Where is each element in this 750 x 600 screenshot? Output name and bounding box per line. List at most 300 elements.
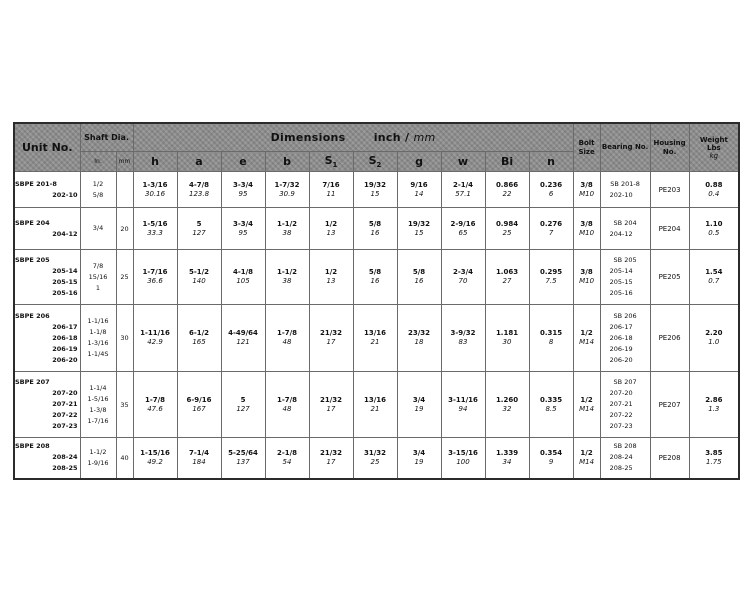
dim-w-cell [441, 372, 485, 438]
bearing-no-value: SB 207 [613, 378, 637, 386]
table-row [14, 250, 739, 305]
dim-a-mm: 127 [192, 228, 206, 237]
dim-b-mm: 30.9 [279, 189, 295, 198]
dim-s1-inch: 1/2 [324, 219, 338, 228]
dim-e-mm: 121 [236, 338, 250, 346]
dim-e-cell [221, 208, 265, 250]
dim-s2-inch: 13/16 [363, 329, 387, 337]
dim-a-mm: 123.8 [188, 189, 210, 198]
bearing-no-cell [600, 372, 650, 438]
dim-e-cell [221, 372, 265, 438]
unit-variant: 205-16 [52, 289, 78, 297]
shaft-inch-value: 1-1/4 [89, 383, 107, 392]
table-row [14, 208, 739, 250]
dim-h-inch: 1-7/16 [142, 268, 168, 276]
unit-variant: 202-10 [52, 190, 78, 199]
dim-h-inch: 1-3/16 [142, 180, 168, 189]
weight-cell [689, 250, 739, 305]
dim-n-cell [529, 305, 573, 372]
dim-s1-inch: 7/16 [322, 180, 340, 189]
dim-b-cell [265, 172, 309, 208]
dim-s1-mm: 11 [326, 189, 336, 198]
dim-s2-inch: 19/32 [363, 180, 387, 189]
dim-s2-mm: 16 [370, 277, 380, 285]
unit-no-cell [14, 250, 80, 305]
weight-cell [689, 305, 739, 372]
spec-table-body [14, 172, 739, 479]
shaft-inch-value: 1 [95, 283, 101, 292]
dim-e-inch: 4-1/8 [232, 268, 254, 276]
unit-variant: 208-24 [52, 453, 78, 462]
dim-g-inch: 19/32 [407, 219, 431, 228]
dim-w-cell [441, 305, 485, 372]
dim-bi-mm: 27 [502, 277, 512, 285]
dim-g-inch: 5/8 [412, 268, 426, 276]
dim-w-cell [441, 438, 485, 479]
shaft-inch-cell [80, 250, 116, 305]
dim-bi-cell [485, 250, 529, 305]
unit-no-cell [14, 305, 80, 372]
bearing-no-cell [600, 305, 650, 372]
bolt-metric: M14 [579, 457, 595, 466]
shaft-mm-cell: 25 [116, 250, 133, 305]
dim-h-mm: 30.16 [144, 189, 166, 198]
bearing-no-value: SB 204 [613, 218, 637, 227]
dim-n-cell [529, 208, 573, 250]
dim-bi-mm: 22 [502, 189, 512, 198]
col-h-header: h [133, 152, 177, 172]
dim-s2-mm: 16 [370, 228, 380, 237]
dimensions-title: Dimensions [270, 131, 346, 144]
shaft-inch-value: 1-9/16 [87, 458, 109, 467]
dim-e-inch: 5 [240, 395, 246, 404]
dim-g-mm: 19 [414, 404, 424, 413]
bolt-inch: 1/2 [580, 395, 593, 404]
pillow-block-spec-table [13, 122, 740, 480]
dim-s1-mm: 17 [326, 404, 336, 413]
weight-cell [689, 372, 739, 438]
dim-h-mm: 49.2 [147, 457, 163, 466]
bolt-size-cell [573, 208, 600, 250]
weight-lbs-value: 0.88 [705, 180, 723, 189]
col-g-header: g [397, 152, 441, 172]
dim-h-mm: 33.3 [147, 228, 163, 237]
dim-g-cell [397, 438, 441, 479]
bearing-no-value: 208-24 [609, 453, 633, 462]
shaft-inch-cell [80, 438, 116, 479]
dim-h-cell [133, 208, 177, 250]
dim-bi-cell [485, 305, 529, 372]
dim-h-cell [133, 372, 177, 438]
dim-g-mm: 14 [414, 189, 424, 198]
dimensions-units-mm: mm [413, 131, 436, 144]
bearing-no-value: 206-18 [609, 333, 633, 342]
bolt-metric: M14 [579, 338, 595, 346]
housing-no-cell: PE204 [650, 208, 689, 250]
housing-no-cell: PE206 [650, 305, 689, 372]
dim-bi-inch: 1.063 [495, 268, 519, 276]
dim-b-inch: 1-7/32 [274, 180, 300, 189]
dim-s2-cell [353, 250, 397, 305]
dim-bi-mm: 32 [502, 404, 512, 413]
dim-s2-cell [353, 372, 397, 438]
shaft-mm-cell: 30 [116, 305, 133, 372]
dim-n-mm: 8.5 [545, 404, 557, 413]
dim-g-mm: 16 [414, 277, 424, 285]
dim-a-mm: 165 [192, 338, 206, 346]
weight-lbs-value: 1.10 [705, 219, 723, 228]
dim-s2-mm: 21 [370, 404, 380, 413]
weight-kg-value: 1.0 [708, 338, 720, 346]
weight-kg-unit: kg [709, 151, 719, 160]
dim-h-inch: 1-11/16 [140, 329, 170, 337]
bolt-size-cell [573, 250, 600, 305]
dim-h-inch: 1-7/8 [144, 395, 166, 404]
dim-e-inch: 5-25/64 [228, 448, 258, 457]
dim-bi-cell [485, 372, 529, 438]
bolt-size-header: Bolt Size [573, 123, 600, 172]
dim-h-mm: 42.9 [147, 338, 163, 346]
unit-variant: 204-12 [52, 229, 78, 238]
dim-e-mm: 105 [236, 277, 250, 285]
dim-bi-inch: 1.339 [495, 448, 519, 457]
dim-bi-inch: 0.866 [495, 180, 519, 189]
dim-bi-cell [485, 208, 529, 250]
bearing-no-value: 206-17 [609, 322, 633, 331]
dim-g-cell [397, 250, 441, 305]
dim-n-inch: 0.276 [539, 219, 563, 228]
dim-a-inch: 5-1/2 [188, 268, 210, 276]
shaft-inch-cell [80, 172, 116, 208]
dim-n-mm: 8 [548, 338, 554, 346]
dim-w-inch: 3-15/16 [448, 448, 478, 457]
bearing-no-value: 205-15 [609, 278, 633, 286]
dim-w-mm: 65 [458, 228, 468, 237]
dim-w-inch: 2-9/16 [450, 219, 476, 228]
dim-a-cell [177, 172, 221, 208]
shaft-inch-value: 1-7/16 [87, 416, 109, 425]
dim-h-mm: 36.6 [147, 277, 163, 285]
dim-g-cell [397, 208, 441, 250]
shaft-mm-cell: 40 [116, 438, 133, 479]
dim-g-cell [397, 172, 441, 208]
bolt-inch: 1/2 [580, 329, 593, 337]
dim-s2-inch: 13/16 [363, 395, 387, 404]
dim-n-mm: 7 [548, 228, 554, 237]
dim-b-mm: 48 [282, 404, 292, 413]
dim-n-inch: 0.335 [539, 395, 563, 404]
dim-s1-inch: 21/32 [319, 448, 343, 457]
dim-a-cell [177, 305, 221, 372]
bearing-no-value: SB 208 [613, 442, 637, 451]
dim-s1-mm: 13 [326, 228, 336, 237]
unit-no-cell [14, 438, 80, 479]
dim-e-inch: 3-3/4 [232, 180, 254, 189]
dim-g-cell [397, 305, 441, 372]
unit-no-cell [14, 208, 80, 250]
bolt-inch: 3/8 [580, 219, 593, 228]
weight-lbs-value: 2.20 [705, 329, 723, 337]
dim-a-inch: 6-9/16 [186, 395, 212, 404]
dim-n-mm: 6 [548, 189, 554, 198]
bearing-no-value: 205-16 [609, 289, 633, 297]
dim-s2-cell [353, 305, 397, 372]
dim-b-cell [265, 372, 309, 438]
weight-title: Weight [699, 135, 728, 144]
dim-a-inch: 4-7/8 [188, 180, 210, 189]
unit-variant: 208-25 [52, 464, 78, 473]
dim-w-mm: 57.1 [455, 189, 471, 198]
housing-no-cell: PE208 [650, 438, 689, 479]
dim-b-mm: 48 [282, 338, 292, 346]
shaft-inch-cell [80, 208, 116, 250]
unit-no-cell [14, 172, 80, 208]
dim-a-mm: 140 [192, 277, 206, 285]
dim-g-mm: 18 [414, 338, 424, 346]
dim-g-inch: 9/16 [410, 180, 428, 189]
bearing-no-cell [600, 208, 650, 250]
shaft-inch-value: 1-1/8 [89, 328, 107, 336]
dim-n-cell [529, 250, 573, 305]
shaft-dia-header: Shaft Dia. [80, 123, 133, 152]
dim-h-inch: 1-5/16 [142, 219, 168, 228]
dim-s2-mm: 15 [370, 189, 380, 198]
dim-a-cell [177, 250, 221, 305]
dim-s1-mm: 17 [326, 338, 336, 346]
dim-n-mm: 9 [548, 457, 554, 466]
dim-s1-inch: 1/2 [324, 268, 338, 276]
unit-model: SBPE 207 [15, 378, 50, 386]
weight-lbs-value: 2.86 [705, 395, 723, 404]
dim-a-mm: 167 [192, 404, 206, 413]
col-s1-header: $S_1$ [309, 152, 353, 172]
dim-w-cell [441, 250, 485, 305]
dim-h-mm: 47.6 [147, 404, 163, 413]
bolt-size-cell [573, 438, 600, 479]
bearing-no-value: 204-12 [609, 229, 633, 238]
dim-bi-mm: 25 [502, 228, 512, 237]
col-e-header: e [221, 152, 265, 172]
dim-a-inch: 7-1/4 [188, 448, 210, 457]
shaft-inch-value: 15/16 [88, 272, 108, 281]
dim-a-inch: 5 [196, 219, 202, 228]
dim-s1-cell [309, 208, 353, 250]
dim-s1-inch: 21/32 [319, 395, 343, 404]
dim-n-inch: 0.236 [539, 180, 563, 189]
shaft-inch-cell [80, 372, 116, 438]
dim-b-inch: 1-1/2 [276, 268, 298, 276]
bearing-no-value: 202-10 [609, 190, 633, 199]
bearing-no-value: SB 201-8 [610, 179, 640, 188]
shaft-mm-cell: 35 [116, 372, 133, 438]
dim-e-cell [221, 250, 265, 305]
shaft-inch-value: 1-3/16 [87, 339, 109, 347]
bearing-no-cell [600, 438, 650, 479]
dim-s1-mm: 13 [326, 277, 336, 285]
bearing-no-cell [600, 250, 650, 305]
dim-g-mm: 19 [414, 457, 424, 466]
bolt-metric: M14 [579, 404, 595, 413]
dim-g-mm: 15 [414, 228, 424, 237]
shaft-mm-cell: 20 [116, 208, 133, 250]
table-row [14, 372, 739, 438]
bolt-size-cell [573, 305, 600, 372]
unit-model: SBPE 204 [15, 218, 50, 227]
weight-kg-value: 1.75 [706, 457, 722, 466]
shaft-inch-value: 5/8 [92, 190, 104, 199]
dim-n-mm: 7.5 [545, 277, 557, 285]
dim-w-cell [441, 172, 485, 208]
weight-kg-value: 0.7 [708, 277, 720, 285]
dimensions-units-inch: inch / [373, 131, 410, 144]
weight-kg-value: 0.5 [708, 228, 720, 237]
dim-n-cell [529, 172, 573, 208]
weight-cell [689, 172, 739, 208]
dim-n-cell [529, 372, 573, 438]
shaft-inch-subheader: In. [80, 152, 116, 172]
bearing-no-value: SB 205 [613, 256, 637, 264]
weight-cell [689, 208, 739, 250]
unit-model: SBPE 201-8 [15, 179, 57, 188]
dimensions-units [374, 131, 436, 144]
shaft-inch-value: 3/4 [92, 224, 104, 232]
dim-w-inch: 3-11/16 [448, 395, 478, 404]
unit-variant: 207-20 [52, 389, 78, 397]
dim-s2-mm: 25 [370, 457, 380, 466]
dim-w-inch: 2-3/4 [452, 268, 474, 276]
bearing-no-header: Bearing No. [600, 123, 650, 172]
dim-bi-inch: 1.260 [495, 395, 519, 404]
dim-bi-mm: 30 [502, 338, 512, 346]
weight-lbs-value: 3.85 [705, 448, 723, 457]
bolt-metric: M10 [579, 228, 595, 237]
unit-variant: 206-18 [52, 333, 78, 342]
dim-w-mm: 70 [458, 277, 468, 285]
dim-g-inch: 23/32 [407, 329, 431, 337]
bolt-inch: 3/8 [580, 268, 593, 276]
shaft-inch-value: 1-5/16 [87, 394, 109, 403]
unit-model: SBPE 206 [15, 311, 50, 320]
unit-variant: 206-17 [52, 322, 78, 331]
dim-n-cell [529, 438, 573, 479]
bearing-no-value: 208-25 [609, 464, 633, 473]
dim-e-inch: 3-3/4 [232, 219, 254, 228]
dim-bi-cell [485, 172, 529, 208]
dim-g-inch: 3/4 [412, 448, 426, 457]
dim-s1-inch: 21/32 [319, 329, 343, 337]
weight-lbs-value: 1.54 [705, 268, 723, 276]
unit-no-header: Unit No. [14, 123, 80, 172]
dim-b-cell [265, 305, 309, 372]
dim-w-cell [441, 208, 485, 250]
shaft-inch-value: 1/2 [92, 179, 104, 188]
dim-h-inch: 1-15/16 [140, 448, 170, 457]
bolt-metric: M10 [579, 277, 595, 285]
dim-b-inch: 1-7/8 [276, 329, 298, 337]
dim-s1-cell [309, 305, 353, 372]
dim-e-cell [221, 305, 265, 372]
dim-a-inch: 6-1/2 [188, 329, 210, 337]
col-n-header: n [529, 152, 573, 172]
bolt-inch: 1/2 [580, 448, 593, 457]
spec-sheet [13, 122, 738, 480]
weight-kg-value: 1.3 [708, 404, 720, 413]
bearing-no-value: 205-14 [609, 267, 633, 275]
weight-header [689, 123, 739, 172]
shaft-inch-value: 1-3/8 [89, 405, 107, 414]
dim-s2-cell [353, 438, 397, 479]
bolt-metric: M10 [579, 189, 595, 198]
dim-e-mm: 95 [238, 189, 248, 198]
dim-bi-cell [485, 438, 529, 479]
dim-b-cell [265, 208, 309, 250]
dim-a-cell [177, 372, 221, 438]
bearing-no-value: 206-19 [609, 344, 633, 353]
bolt-inch: 3/8 [580, 180, 593, 189]
shaft-mm-cell [116, 172, 133, 208]
dim-s2-inch: 5/8 [368, 268, 382, 276]
unit-variant: 206-19 [52, 344, 78, 353]
dim-bi-inch: 1.181 [495, 329, 519, 337]
dim-b-mm: 38 [282, 228, 292, 237]
dim-e-cell [221, 172, 265, 208]
dim-b-cell [265, 250, 309, 305]
dim-h-cell [133, 438, 177, 479]
shaft-inch-value: 1-1/4S [87, 350, 109, 358]
dim-e-inch: 4-49/64 [228, 329, 258, 337]
housing-no-cell: PE203 [650, 172, 689, 208]
dim-bi-mm: 34 [502, 457, 512, 466]
dim-b-inch: 1-1/2 [276, 219, 298, 228]
dim-w-mm: 83 [458, 338, 468, 346]
dim-s1-mm: 17 [326, 457, 336, 466]
housing-no-cell: PE205 [650, 250, 689, 305]
dim-s1-cell [309, 372, 353, 438]
dim-b-inch: 1-7/8 [276, 395, 298, 404]
weight-lbs-unit: Lbs [707, 143, 721, 152]
shaft-inch-cell [80, 305, 116, 372]
shaft-inch-value: 7/8 [92, 261, 104, 270]
unit-variant: 207-22 [52, 411, 78, 419]
col-a-header: a [177, 152, 221, 172]
housing-no-header: Housing No. [650, 123, 689, 172]
dim-h-cell [133, 172, 177, 208]
dim-s2-inch: 5/8 [368, 219, 382, 228]
dim-bi-inch: 0.984 [495, 219, 519, 228]
dim-w-inch: 2-1/4 [452, 180, 474, 189]
unit-model: SBPE 208 [15, 442, 50, 451]
bearing-no-value: 207-22 [609, 411, 633, 419]
col-s2-header: $S_2$ [353, 152, 397, 172]
dim-s2-cell [353, 172, 397, 208]
weight-kg-value: 0.4 [708, 189, 720, 198]
bearing-no-cell [600, 172, 650, 208]
weight-cell [689, 438, 739, 479]
col-b-header: b [265, 152, 309, 172]
dim-b-cell [265, 438, 309, 479]
shaft-mm-subheader: mm [116, 152, 133, 172]
dim-n-inch: 0.354 [539, 448, 563, 457]
dim-s1-cell [309, 172, 353, 208]
table-row [14, 438, 739, 479]
bearing-no-value: 207-21 [609, 400, 633, 408]
dim-s2-cell [353, 208, 397, 250]
unit-variant: 205-14 [52, 267, 78, 275]
bearing-no-value: SB 206 [613, 311, 637, 320]
unit-model: SBPE 205 [15, 256, 50, 264]
dim-e-mm: 127 [236, 404, 250, 413]
dim-g-inch: 3/4 [412, 395, 426, 404]
